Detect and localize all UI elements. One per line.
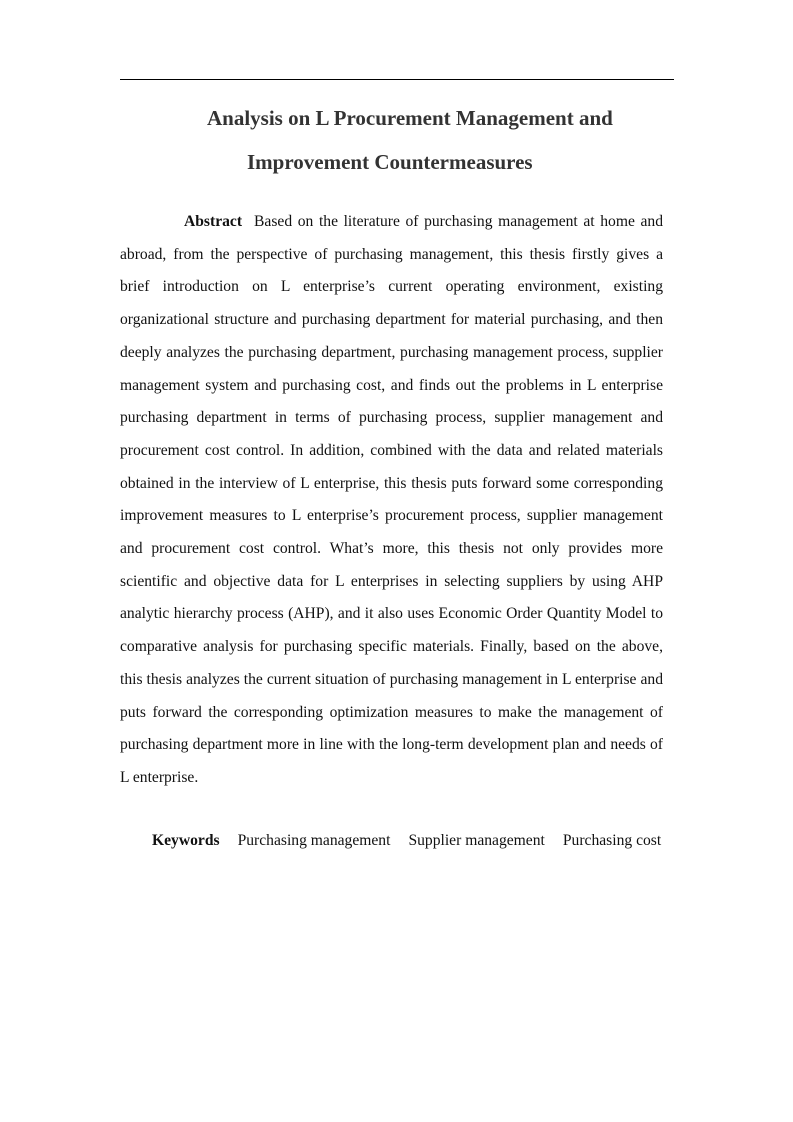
paper-title-line-1: Analysis on L Procurement Management and: [207, 106, 613, 130]
keyword-item: Purchasing management: [237, 832, 391, 849]
abstract-paragraph: [120, 206, 663, 795]
abstract-text: Based on the literature of purchasing management at home and abroad, from the perspective of purchasing management, this thesis firstly gives a brief introduction on L enterprise’s current operating environment, existing organizational structure and purchasing department for material purchasing, and then deeply analyzes the purchasing department, purchasing management process, supplier management system and purchasing cost, and finds out the problems in L enterprise purchasing department in terms of purchasing process, supplier management and procurement cost control. In addition, combined with the data and related materials obtained in the interview of L enterprise, this thesis puts forward some corresponding improvement measures to L enterprise’s procurement process, supplier management and procurement cost control. What’s more, this thesis not only provides more scientific and objective data for L enterprises in selecting suppliers by using AHP analytic hierarchy process (AHP), and it also uses Economic Order Quantity Model to comparative analysis for purchasing specific materials. Finally, based on the above, this thesis analyzes the current situation of purchasing management in L enterprise and puts forward the corresponding optimization measures to make the management of purchasing department more in line with the long-term development plan and needs of L enterprise.: [120, 213, 663, 786]
header-rule: [120, 79, 674, 80]
keywords-paragraph: [120, 824, 663, 857]
abstract-label: Abstract: [184, 213, 243, 230]
keyword-item: Supplier management: [408, 832, 545, 849]
keyword-item: Purchasing cost: [562, 832, 662, 849]
paper-title-line-2: Improvement Countermeasures: [247, 150, 533, 174]
keywords-label: Keywords: [152, 832, 220, 849]
